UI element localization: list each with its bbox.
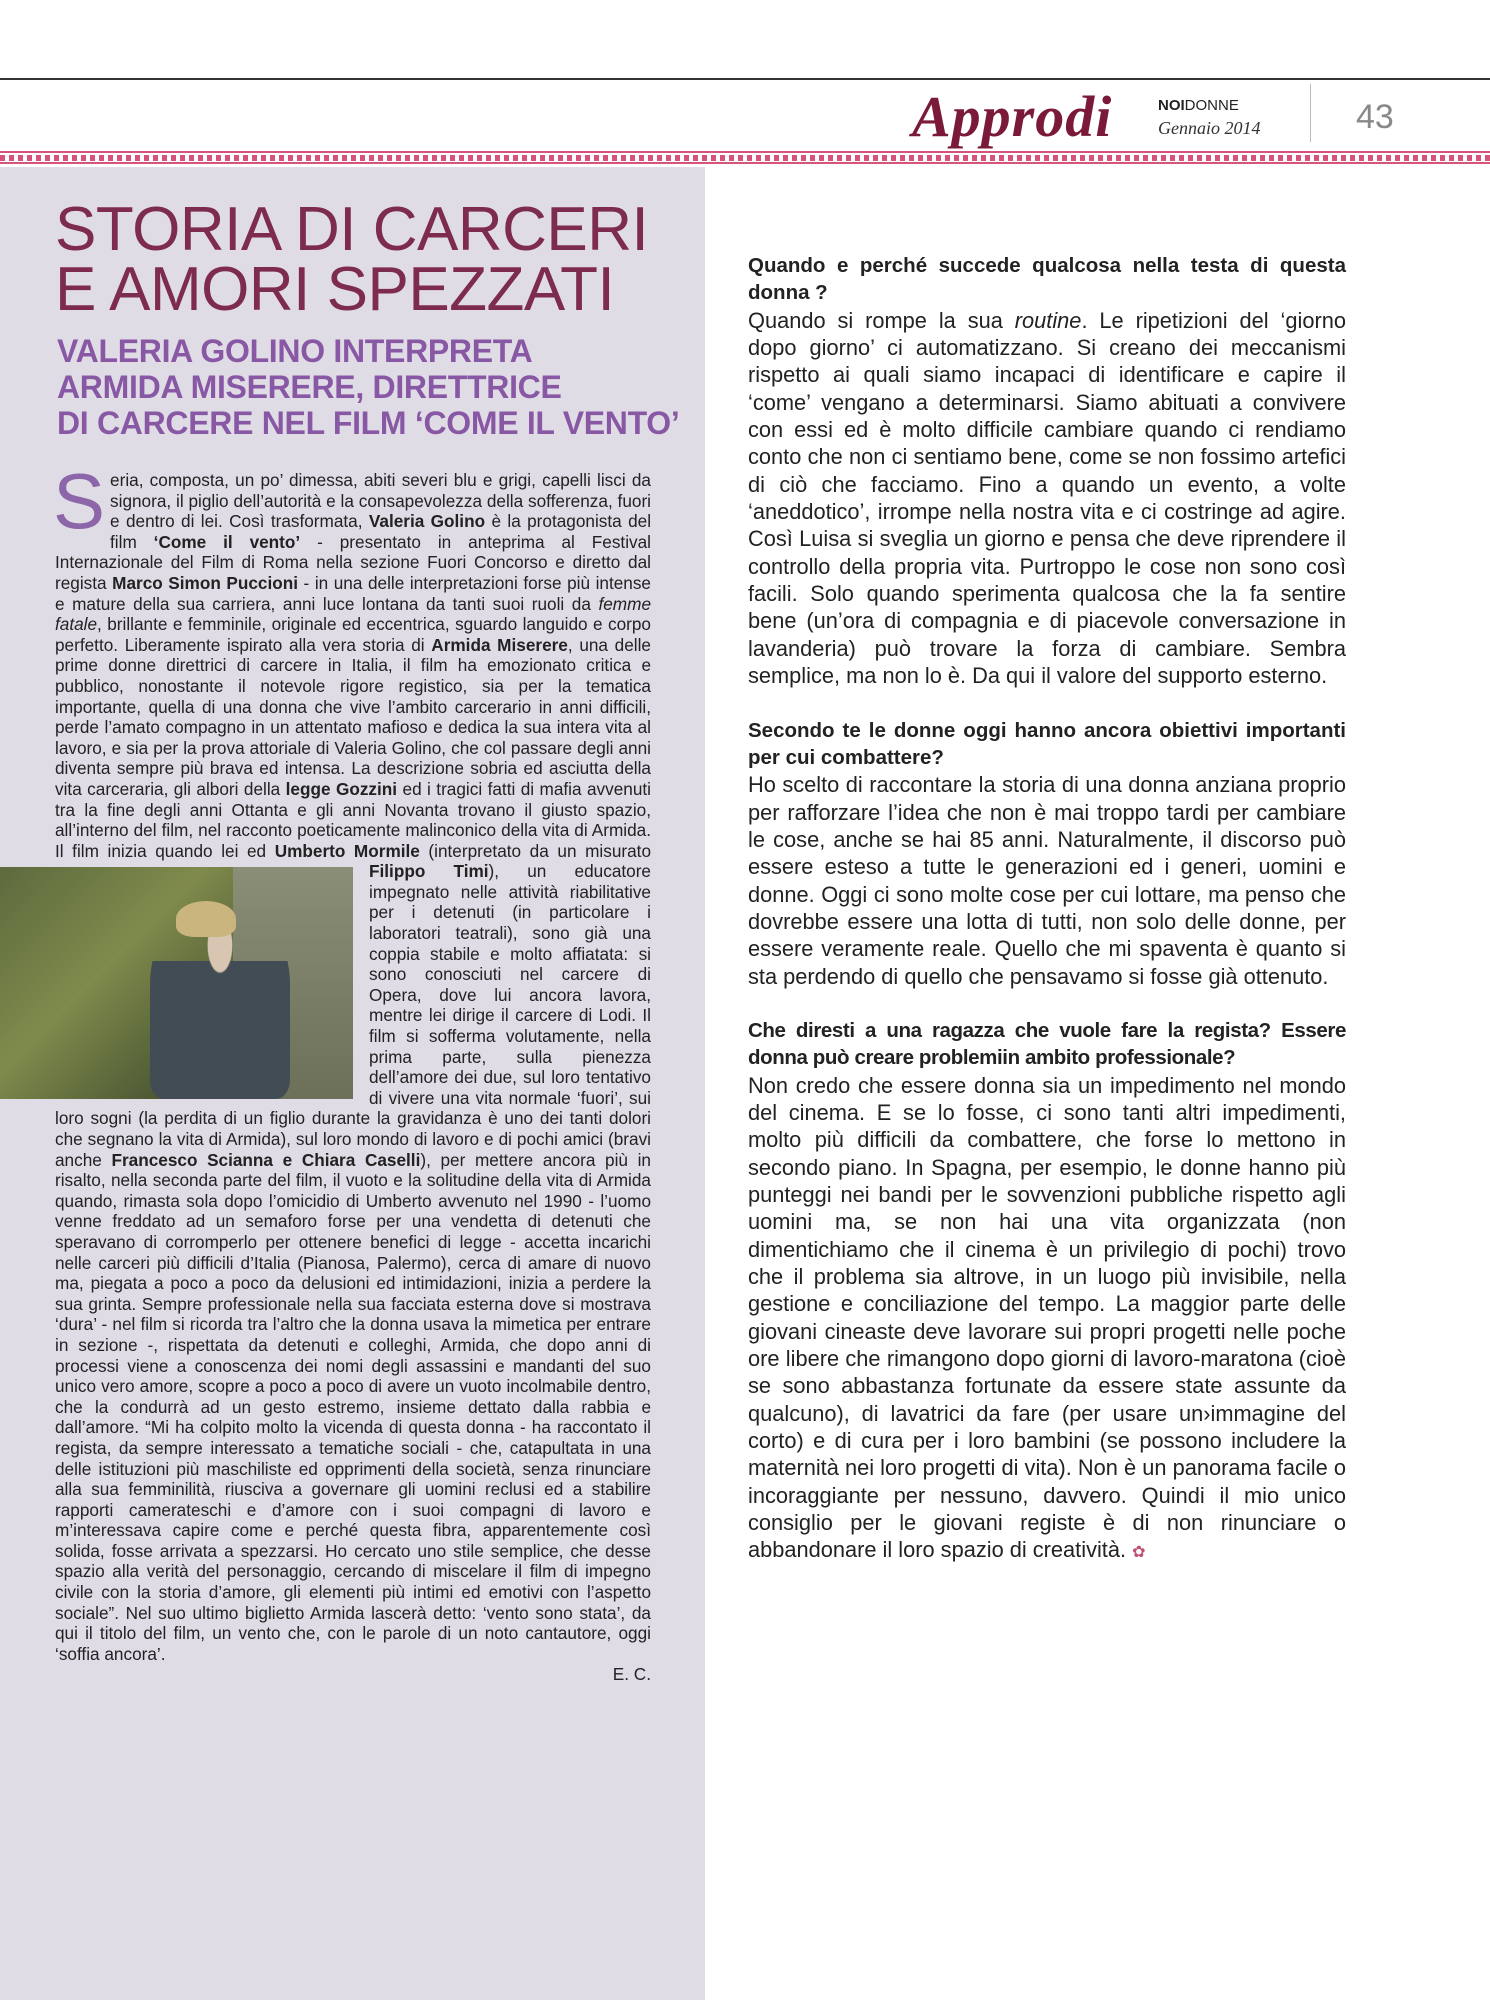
subtitle-line: ARMIDA MISERERE, DIRETTRICE [57,369,562,405]
header-divider [1310,84,1311,142]
page-header [0,80,1490,150]
body-text: è la protagonista del film [110,511,652,552]
answer-text: Non credo che essere donna sia un impedimento nel mondo del cinema. E se lo fosse, ci sono tanti altri impedimenti, molto più difficili da combattere, che forse lo mettono in secondo piano. In Spagna, per esempio, le donne hanno più punteggi nei bandi per le sovvenzioni pubbliche rispetto agli uomini ma, se non hai una vita organizzata (non dimentichiamo che il cinema è un privilegio di pochi) trovo che il problema sia altrove, in un luogo più invisibile, nella gestione e conciliazione del tempo. La maggior parte delle giovani cineaste deve lavorare sui propri progetti nelle poche ore libere che rimangono dopo giorni di lavoro-maratona (cioè se sono abbastanza fortunate da essere state assunte da qualcuno), di lavatrici da fare (per usare un›immagine del corto) e di cura per i loro bambini (se possono includere la maternità nei loro progetti di vita). Non è un panorama facile o incoraggiante per nessuno, davvero. Quindi il mio unico consiglio per le giovani registe è di non rinunciare o abbandonare il loro spazio di creatività. [748,1072,1346,1563]
author-signature: E. C. [612,1664,651,1685]
interview-answer: Ho scelto di raccontare la storia di una donna anziana proprio per rafforzare l’idea che non è mai troppo tardi per cambiare le cose, anche se hai 85 anni. Naturalmente, il discorso può essere esteso a tutte le generazioni ed i generi, uomini e donne. Oggi ci sono molte cose per cui lottare, ma penso che dovrebbe essere una lotta di tutti, non solo delle donne, per essere veramente reale. Quello che mi spaventa è quanto si sta perdendo di quello che pensavamo si fosse già ottenuto. [748,772,1346,989]
interview-question: Quando e perché succede qualcosa nella testa di questa donna ? [748,254,1346,305]
accent-rule-bottom [0,162,1490,164]
body-text: - in una delle interpretazioni forse più intense e mature della sua carriera, anni luce lontana da tanti suoi ruoli da [55,572,651,614]
name-highlight: Marco Simon Puccioni [112,572,299,593]
accent-dashed-rule [0,155,1490,161]
article-title [55,195,685,324]
name-highlight: Filippo Timi [369,861,489,882]
article-body-left [53,457,652,1685]
section-title: Approdi [912,84,1113,149]
answer-text: . Le ripetizioni del ‘giorno dopo giorno’ ci automatizzano. Si creano dei meccanismi rispetto ai quali siamo incapaci di identificare e capire il ‘come’ vengano a determinarsi. Siamo abituati a convivere con essi ed è molto difficile cambiare quando ci rendiamo conto che non ci sentiamo bene, come se non fossimo artefici di ciò che facciamo. Fino a quando un evento, a volte ‘aneddotico’, irrompe nella nostra vita e ci costringe ad agire. Così Luisa si sveglia un giorno e pensa che deve riprendere il controllo della propria vita. Purtroppo le cose non sono così facili. Solo quando sperimenta qualcosa che la fa sentire bene (un’ora di compagnia e di piacevole conversazione in lavanderia) può trovare la forza di cambiare. Sembra semplice, ma non lo è. Da qui il valore del supporto esterno. [748,307,1346,689]
name-highlight: Valeria Golino [368,511,486,532]
accent-rule-top [0,151,1490,153]
interview-question: Secondo te le donne oggi hanno ancora obiettivi importanti per cui combattere? [748,718,1346,769]
title-line: E AMORI SPEZZATI [55,255,615,324]
italic-word: routine [1014,307,1082,333]
body-text: ), un educatore impegnato nelle attività riabilitative per i detenuti (in particolare i laboratori teatrali), sono già una coppia stabile e molto affiatata: si sono conosciuti nel carcere di Opera, dove lui ancora lavora, mentre lei dirige il carcere di Lodi. Il film si sofferma volutamente, nella prima parte, sulla pienezza dell’amore dei due, sul loro tentativo di vivere una vita normale ‘fuori’, sui loro sogni (la perdita di un figlio durante la gravidanza è uno dei tanti dolori che segnano la vita di Armida), sul loro mondo di lavoro e di pochi amici (bravi anche [55,861,651,1170]
body-text: ), per mettere ancora più in risalto, nella seconda parte del film, il vuoto e la solitudine della vita di Armida quando, rimasta sola dopo l’omicidio di Umberto avvenuto nel 1990 - l’uomo venne freddato ad un semaforo forse per una vendetta di detenuti che speravano di corromperlo per ottenere benefici di legge - accetta incarichi nelle carceri più difficili d’Italia (Pianosa, Palermo), cerca di amare di nuovo ma, piegata a poco a poco da delusioni ed intimidazioni, inizia a perdere la sua grinta. Sempre professionale nella sua facciata esterna dove si mostrava ‘dura’ - nel film si ricorda tra l’altro che la donna usava la mimetica per entrare in sezione -, rispettata da detenuti e colleghi, Armida, che dopo anni di processi viene a conoscenza dei nomi degli assassini e mandanti del suo unico vero amore, scopre a poco a poco di avere un vuoto incolmabile dentro, che la condurrà ad un gesto estremo, insieme dettato dalla rabbia e dall’amore. “Mi ha colpito molto la vicenda di questa donna - ha raccontato il regista, da sempre interessato a tematiche sociali - che, catapultata in una delle istituzioni più maschiliste ed opprimenti della società, senza rinunciare alla sua femminilità, riusciva a governare gli uomini reclusi ed a stabilire rapporti camerateschi e d’amore con i suoi compagni di lavoro e m’interessava capire come e perché questa fibra, apparentemente così solida, fosse arrivata a spezzarsi. Ho cercato uno stile semplice, che desse spazio alla verità del personaggio, cercando di miscelare il film di impegno civile con la storia d’amore, gli elementi più intimi ed emotivi con l’aspetto sociale”. Nel suo ultimo biglietto Armida lascerà detto: ‘vento sono stata’, da qui il titolo del film, un vento che, con le parole di un noto cantautore, oggi ‘soffia ancora’. [55,1149,651,1664]
body-text: eria, composta, un po’ dimessa, abiti severi blu e grigi, capelli lisci da signora, il piglio dell’autorità e la consapevolezza della sofferenza, fuori e dentro di lei. Così trasformata, [110,470,651,532]
drop-cap: S [53,457,106,545]
paragraph-gap [748,690,1346,717]
law-highlight: legge Gozzini [285,778,398,799]
flower-end-icon: ✿ [1132,1544,1146,1562]
interview-answer [748,307,1346,690]
page-number: 43 [1356,98,1394,136]
body-text: , una delle prime donne direttrici di carcere in Italia, il film ha emozionato critica e pubblico, nonostante il notevole rigore registico, sia per la tematica importante, quella di una donna che vive l’ambito carcerario in anni difficili, perde l’amato compagno in un attentato mafioso e dedica la sua intera vita al lavoro, e sia per la prova attoriale di Valeria Golino, che col passare degli anni diventa sempre più brava ed intensa. La descrizione sobria ed asciutta della vita carceraria, gli albori della [55,634,651,799]
interview-question: Che diresti a una ragazza che vuole fare la regista? Essere donna può creare problemiin ambito professionale? [748,1018,1346,1070]
article-body-right [748,252,1346,1567]
film-still-photo [0,867,353,1099]
magazine-name-rest: DONNE [1184,97,1239,114]
paragraph-gap [748,990,1346,1017]
issue-date: Gennaio 2014 [1158,118,1261,138]
title-line: STORIA DI CARCERI [55,195,649,264]
name-highlight: Francesco Scianna e Chiara Caselli [111,1149,421,1170]
subtitle-line: DI CARCERE NEL FILM ‘COME IL VENTO’ [57,405,680,441]
name-highlight: Umberto Mormile [274,840,420,861]
body-text: , brillante e femminile, originale ed eccentrica, sguardo languido e corpo perfetto. Liberamente ispirato alla vera storia di [55,614,651,655]
body-text: (interpretato da un misurato [419,840,651,861]
magazine-name-bold: NOI [1158,97,1185,114]
body-paragraph [53,457,652,1664]
body-text: ed i tragici fatti di mafia avvenuti tra la fine degli anni Ottanta e gli anni Novanta trovano il giusto spazio, all’interno del film, nel racconto poeticamente malinconico della vita di Armida. Il film inizia quando lei ed [55,778,651,861]
interview-answer [748,1072,1346,1567]
body-text: - presentato in anteprima al Festival Internazionale del Film di Roma nella sezione Fuori Concorso e diretto dal regista [55,531,651,593]
film-title-highlight: ‘Come il vento’ [153,531,301,552]
article-subtitle [57,333,697,441]
photo-hair [176,901,236,937]
italic-phrase: femme fatale [55,593,651,635]
magazine-name [1158,98,1239,113]
subtitle-line: VALERIA GOLINO INTERPRETA [57,333,533,369]
name-highlight: Armida Miserere [431,634,568,655]
answer-text: Quando si rompe la sua [748,307,1015,333]
